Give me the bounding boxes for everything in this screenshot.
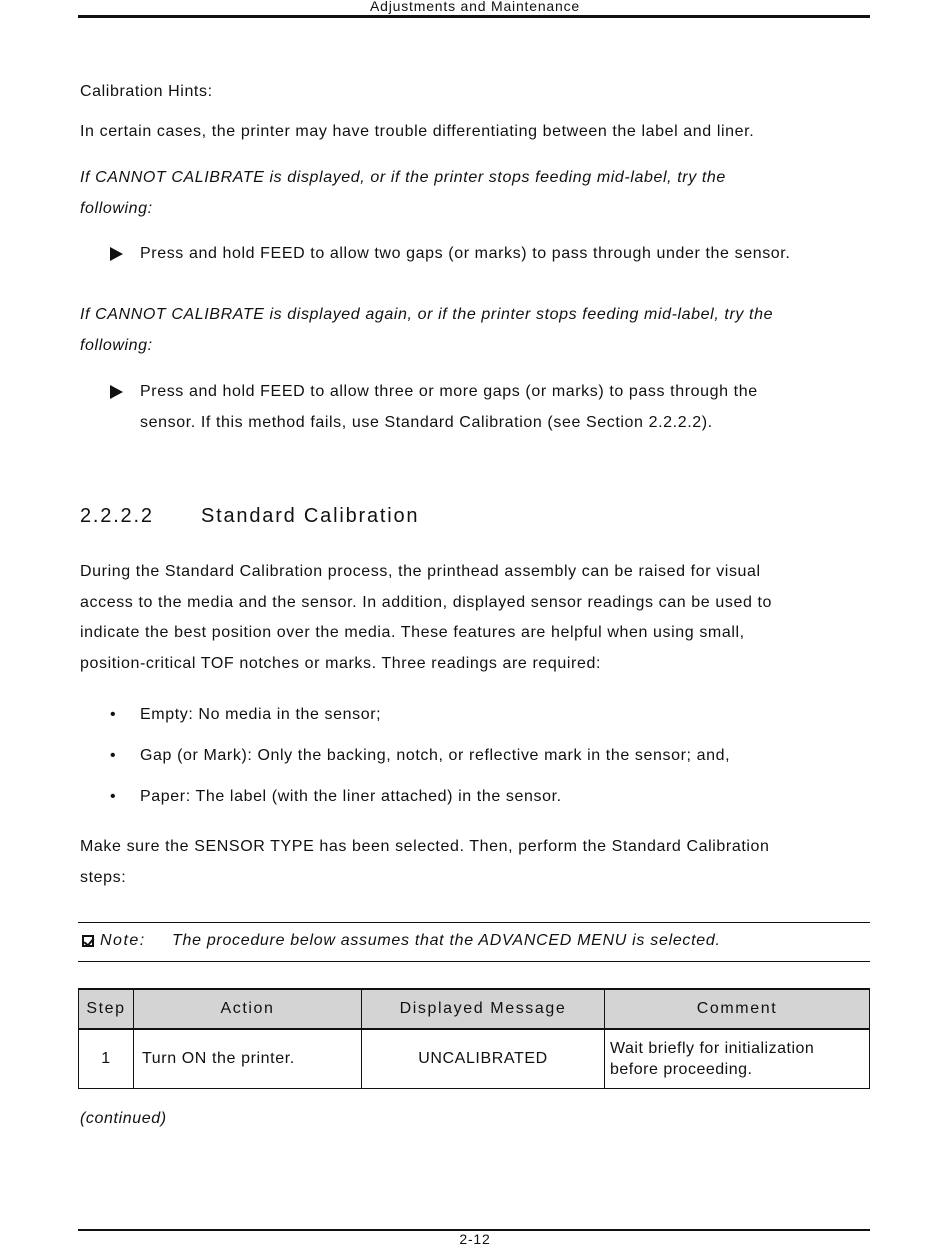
checkbox-note-icon (82, 935, 94, 947)
bullet-dot: • (110, 747, 117, 764)
bullet-text: Gap (or Mark): Only the backing, notch, or reflective mark in the sensor; and, (140, 747, 731, 764)
paragraph-line: access to the media and the sensor. In addition, displayed sensor readings can be used to (80, 593, 773, 611)
section-title: Standard Calibration (201, 505, 420, 527)
closing-paragraph (80, 832, 870, 893)
calibration-steps-table (78, 988, 870, 1089)
paragraph-line: During the Standard Calibration process, the printhead assembly can be raised for visual (80, 563, 761, 580)
bullet-text: Paper: The label (with the liner attached) in the sensor. (140, 788, 562, 805)
note-label: Note: (100, 932, 146, 949)
case2-condition-line1: If CANNOT CALIBRATE is displayed again, or if the printer stops feeding mid-label, try the (80, 306, 774, 323)
list-item (110, 741, 870, 771)
running-header: Adjustments and Maintenance (370, 0, 580, 14)
header-step: Step (79, 989, 134, 1029)
page-number: 2-12 (459, 1231, 491, 1247)
note-box (78, 922, 870, 962)
arrow-bullet-icon (110, 385, 123, 399)
arrow-bullet-icon (110, 247, 123, 261)
comment-line2: before proceeding. (610, 1061, 753, 1078)
case1-condition-line2: following: (80, 199, 153, 217)
bullet-dot: • (110, 788, 117, 805)
cell-step: 1 (79, 1029, 134, 1089)
cell-message: UNCALIBRATED (362, 1029, 605, 1089)
header-comment: Comment (605, 989, 870, 1029)
continued-note: (continued) (80, 1110, 167, 1127)
bullet-text: Empty: No media in the sensor; (140, 706, 382, 723)
note-text: The procedure below assumes that the ADVANCED MENU is selected. (172, 932, 721, 949)
closing-line2: steps: (80, 868, 127, 886)
hints-title: Calibration Hints: (80, 83, 213, 100)
case2-step (110, 377, 870, 439)
case1-step (110, 239, 870, 270)
header-action: Action (134, 989, 362, 1029)
closing-line1: Make sure the SENSOR TYPE has been selected. Then, perform the Standard Calibration (80, 838, 770, 855)
cell-comment (605, 1029, 870, 1089)
section-number: 2.2.2.2 (80, 505, 154, 527)
bullet-dot: • (110, 706, 117, 723)
case2-step-text (140, 377, 870, 438)
case1-condition-line1: If CANNOT CALIBRATE is displayed, or if the printer stops feeding mid-label, try the (80, 169, 726, 186)
paragraph-line: position-critical TOF notches or marks. Three readings are required: (80, 654, 602, 672)
paragraph-line: indicate the best position over the media. These features are helpful when using small, (80, 624, 745, 641)
hints-intro: In certain cases, the printer may have trouble differentiating between the label and liner. (80, 123, 755, 140)
case2-step-line1: Press and hold FEED to allow three or more gaps (or marks) to pass through the (140, 383, 758, 400)
comment-line1: Wait briefly for initialization (610, 1040, 815, 1057)
case1-condition (80, 163, 870, 224)
list-item (110, 782, 870, 812)
section-paragraph (80, 557, 870, 679)
header-message: Displayed Message (362, 989, 605, 1029)
case2-step-line2: sensor. If this method fails, use Standard Calibration (see Section 2.2.2.2). (140, 413, 713, 431)
case1-step-text: Press and hold FEED to allow two gaps (or marks) to pass through under the sensor. (140, 245, 791, 262)
header-rule (78, 15, 870, 18)
case2-condition (80, 300, 870, 361)
table-header-row (79, 989, 870, 1029)
table-row (79, 1029, 870, 1089)
cell-action: Turn ON the printer. (134, 1029, 362, 1089)
case2-condition-line2: following: (80, 336, 153, 354)
list-item (110, 700, 870, 730)
